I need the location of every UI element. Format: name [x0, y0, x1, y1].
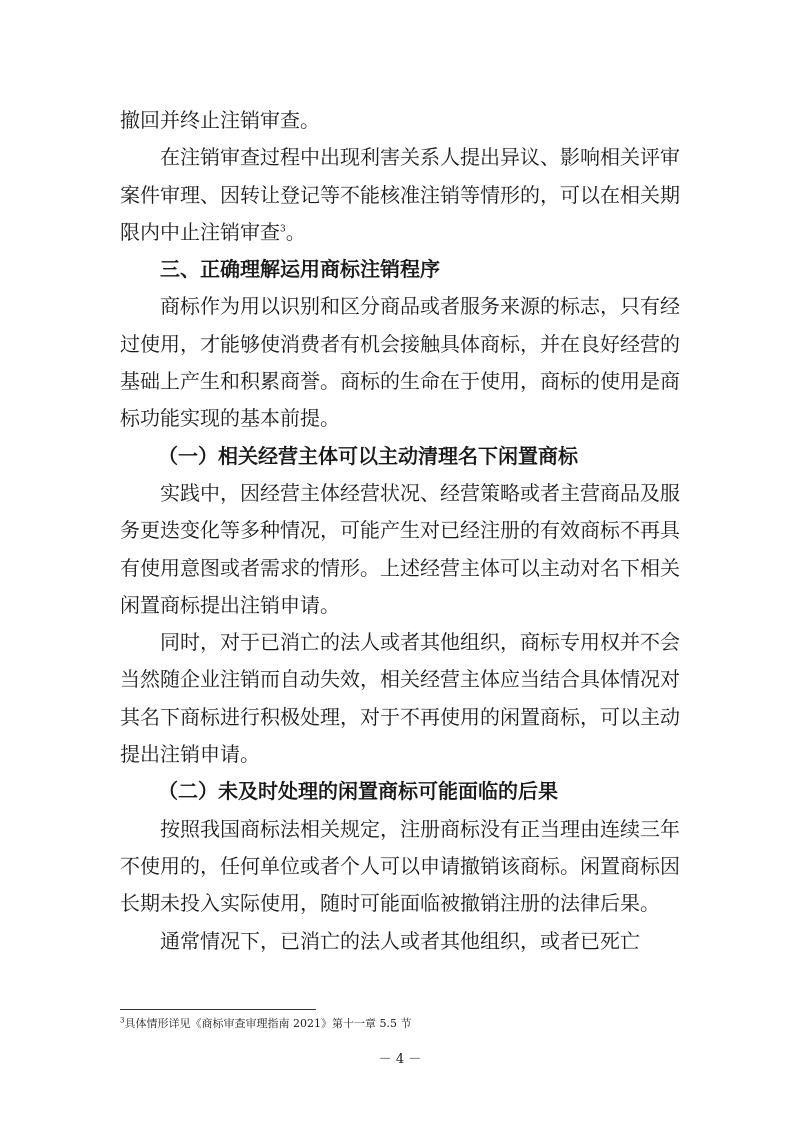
subsection-heading-2: （二）未及时处理的闲置商标可能面临的后果: [158, 779, 558, 804]
paragraph-usually: 通常情况下，已消亡的法人或者其他组织，或者已死亡: [160, 928, 640, 953]
subsection-heading-1: （一）相关经营主体可以主动清理名下闲置商标: [158, 443, 578, 468]
body-text: [120, 102, 680, 960]
page-number: － 4 －: [378, 1052, 422, 1067]
footnote-marker: 3: [120, 1016, 125, 1025]
footnote: [120, 1016, 680, 1032]
paragraph-suspension-end: 。: [285, 219, 306, 244]
paragraph-trademark-use: 商标作为用以识别和区分商品或者服务来源的标志，只有经过使用，才能够使消费者有机会接触具体商标，并在良好经营的基础上产生和积累商誉。商标的生命在于使用，商标的使用是商标功能实现的基本前提。: [120, 294, 680, 431]
paragraph-suspension: [120, 139, 680, 251]
footnote-text: 具体情形详见《商标审查审理指南 2021》第十一章 5.5 节: [124, 1017, 412, 1030]
footnote-divider: [120, 1009, 316, 1010]
paragraph-consequences: 按照我国商标法相关规定，注册商标没有正当理由连续三年不使用的，任何单位或者个人可以申请撤销该商标。闲置商标因长期未投入实际使用，随时可能面临被撤销注册的法律后果。: [120, 816, 680, 916]
paragraph-dissolved-entities: 同时，对于已消亡的法人或者其他组织，商标专用权并不会当然随企业注销而自动失效，相关经营主体应当结合具体情况对其名下商标进行积极处理，对于不再使用的闲置商标，可以主动提出注销申请。: [120, 630, 680, 767]
paragraph-continuation: 撤回并终止注销审查。: [120, 108, 320, 132]
footnote-reference[interactable]: 3: [280, 224, 286, 235]
paragraph-suspension-text: 在注销审查过程中出现利害关系人提出异议、影响相关评审案件审理、因转让登记等不能核准注销等情形的，可以在相关期限内中止注销审查: [120, 145, 680, 244]
section-heading: 三、正确理解运用商标注销程序: [160, 257, 440, 282]
paragraph-practice: 实践中，因经营主体经营状况、经营策略或者主营商品及服务更迭变化等多种情况，可能产生对已经注册的有效商标不再具有使用意图或者需求的情形。上述经营主体可以主动对名下相关闲置商标提出注销申请。: [120, 480, 680, 617]
